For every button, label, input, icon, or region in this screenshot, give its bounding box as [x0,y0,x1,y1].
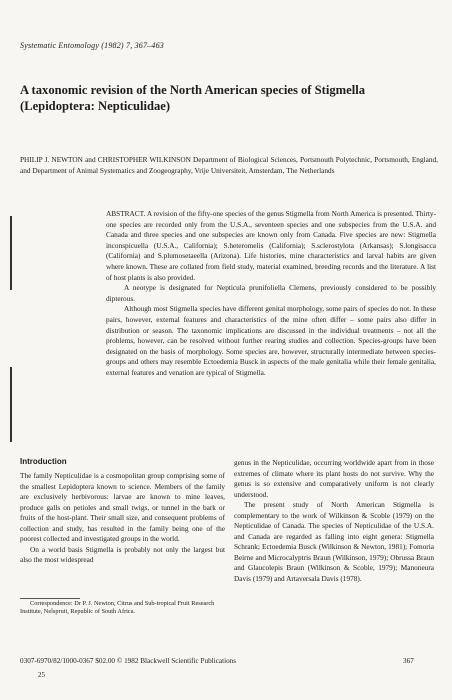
copyright-footer: 0307-6970/82/1000-0367 $02.00 © 1982 Blackwell Scientific Publications [20,657,237,665]
section-heading-introduction: Introduction [20,457,67,466]
left-column [20,471,225,566]
body-paragraph: The family Nepticulidae is a cosmopolitan group comprising some of the smallest Lepidoptera known to science. Members of the family are exclusively herbivorous: larvae are known to mine leaves, produce galls on petioles and small twigs, or tunnel in the bark or fruits of the host-plant. Their small size, and consequent problems of collection and study, has resulted in the family being one of the poorest collected and investigated groups in the world. [20,471,225,543]
margin-rule-top [10,216,12,290]
author-affiliation: PHILIP J. NEWTON and CHRISTOPHER WILKINSON Department of Biological Sciences, Portsmouth Polytechnic, Portsmouth, England, and Department of Animal Systematics and Zoogeography, Vrije Universiteit, Amsterdam, The Netherlands [20,155,438,176]
page-number: 367 [403,657,414,665]
footnote-text: Correspondence: Dr P. J. Newton, Citrus and Sub-tropical Fruit Research Institute, Nelspruit, Republic of South Africa. [20,600,215,616]
abstract-paragraph: A neotype is designated for Nepticula prunifoliella Clemens, previously considered to be possibly dipterous. [106,283,436,303]
correspondence-footnote [20,600,225,616]
margin-rule-bottom [10,367,12,442]
body-paragraph: On a world basis Stigmella is probably not only the largest but also the most widespread [20,544,225,564]
article-title: A taxonomic revision of the North American species of Stigmella (Lepidoptera: Nepticulidae) [20,83,365,113]
body-paragraph: The present study of North American Stigmella is complementary to the work of Wilkinson & Scoble (1979) on the Nepticulidae of Canada. The species of Nepticulidae of the U.S.A. and Canada are regarded as falling into eight genera: Stigmella Schrank; Ectoedemia Busck (Wilkinson & Newton, 1981); Fomoria Beirne and Microcalyptris Braun (Wilkinson, 1979); Obrussa Braun and Glaucolepis Braun (Wilkinson & Scoble, 1979); Manoneura Davis (1979) and Artaversala Davis (1978). [234,500,434,583]
abstract-paragraph: ABSTRACT. A revision of the fifty-one species of the genus Stigmella from North America is presented. Thirty-one species are recorded only from the U.S.A., seventeen species and one subspecies from the U.S.A. and Canada and three species and one subspecies are known only from Canada. Five species are new: Stigmella inconspicuella (U.S.A., California); S.heteromelis (California); S.sclerostylota (Arkansas); S.longisacca (California) and S.plumosetaeella (Arizona). Life histories, mine characteristics and larval habits are given where known. These are collated from field study, material examined, breeding records and the literature. A list of host plants is also provided. [106,209,436,282]
footnote-divider [20,598,80,599]
right-column [234,458,434,584]
body-paragraph: genus in the Nepticulidae, occurring worldwide apart from in those extremes of climate where its plant hosts do not survive. Why the genus is so extensive and comparatively uniform is not clearly understood. [234,458,434,499]
signature-mark: 25 [38,671,45,679]
abstract-paragraph: Although most Stigmella species have different genital morphology, some pairs of species do not. In these pairs, however, external features and characteristics of the mine often differ – some pairs also differ in distribution or season. The taxonomic implications are discussed in the individual treatments – not all the problems, however, can be resolved without further rearing studies and collection. Species-groups have been designated on the basis of morphology. Some species are, however, structurally intermediate between species-groups and others may resemble Ectoedemia Busck in aspects of the male genitalia while their female genitalia, external features and venation are typical of Stigmella. [106,304,436,377]
journal-citation: Systematic Entomology (1982) 7, 367–463 [20,41,164,50]
abstract [106,209,436,379]
